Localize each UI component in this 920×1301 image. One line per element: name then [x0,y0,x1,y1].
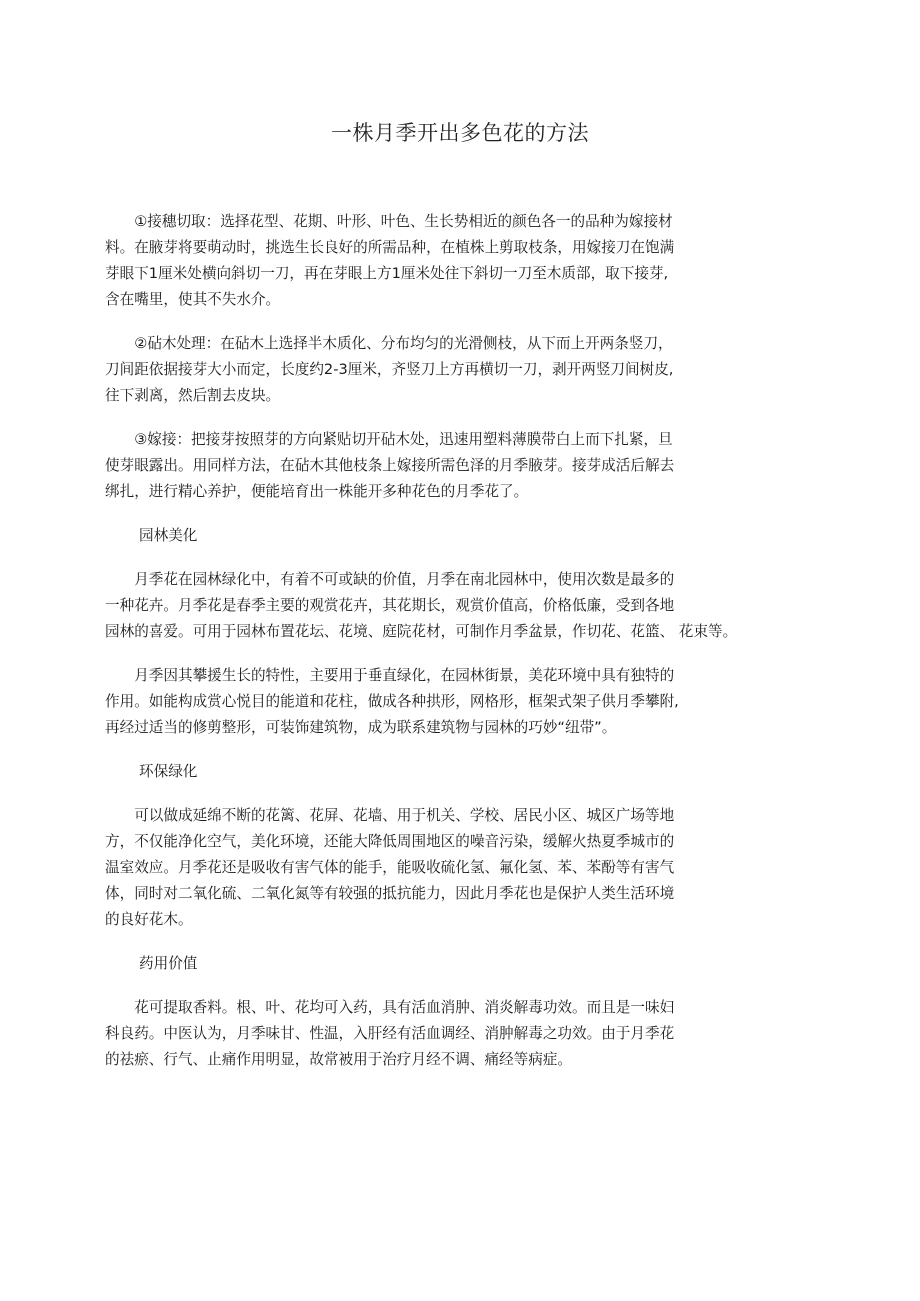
text-line: 绑扎，进行精心养护，便能培育出一株能开多种花色的月季花了。 [105,483,529,500]
paragraph-scion-cutting [105,209,805,313]
text-line: 月季因其攀援生长的特性，主要用于垂直绿化，在园林街景，美花环境中具有独特的 [105,667,675,684]
text-line: 作用。如能构成赏心悦目的能道和花柱，做成各种拱形，网格形，框架式架子供月季攀附, [105,693,679,710]
text-line: 可以做成延绵不断的花篱、花屏、花墙、用于机关、学校、居民小区、城区广场等地 [105,807,675,824]
document-title: 一株月季开出多色花的方法 [331,121,589,145]
text-line: ②砧木处理：在砧木上选择半木质化、分布均匀的光滑侧枝，从下而上开两条竖刀， [105,335,673,352]
text-line: 使芽眼露出。用同样方法，在砧木其他枝条上嫁接所需色泽的月季腋芽。接芽成活后解去 [105,457,675,474]
paragraph-environment [105,803,805,933]
text-line: 方，不仅能净化空气，美化环境，还能大降低周围地区的噪音污染，缓解火热夏季城市的 [105,833,675,850]
text-line: 含在嘴里，使其不失水介。 [105,291,281,308]
paragraph-garden-value [105,567,805,645]
text-line: 月季花在园林绿化中，有着不可或缺的价值，月季在南北园林中，使用次数是最多的 [105,571,675,588]
text-line: 的良好花木。 [105,911,193,928]
text-line: 园林的喜爱。可用于园林布置花坛、花境、庭院花材，可制作月季盆景，作切花、花篮、 花束等。 [105,623,738,640]
text-line: 一种花卉。月季花是春季主要的观赏花卉，其花期长，观赏价值高，价格低廉，受到各地 [105,597,675,614]
text-line: 体，同时对二氧化硫、二氧化氮等有较强的抵抗能力，因此月季花也是保护人类生活环境 [105,885,675,902]
text-line: 芽眼下1厘米处横向斜切一刀，再在芽眼上方1厘米处往下斜切一刀至木质部，取下接芽, [105,265,669,282]
text-line: 花可提取香料。根、叶、花均可入药，具有活血消肿、消炎解毒功效。而且是一味妇 [105,999,675,1016]
paragraph-grafting [105,427,805,505]
text-line: 再经过适当的修剪整形，可装饰建筑物，成为联系建筑物与园林的巧妙“纽带”。 [105,719,617,736]
text-line: 料。在腋芽将要萌动时，挑选生长良好的所需品种，在植株上剪取枝条，用嫁接刀在饱满 [105,239,675,256]
paragraph-rootstock-treatment [105,331,805,409]
section-heading-garden: 园林美化 [139,527,198,544]
paragraph-medicinal [105,995,805,1073]
text-line: 的祛瘀、行气、止痛作用明显，故常被用于治疗月经不调、痛经等病症。 [105,1051,573,1068]
text-line: ①接穗切取：选择花型、花期、叶形、叶色、生长势相近的颜色各一的品种为嫁接材 [105,213,673,230]
text-line: 往下剥离，然后割去皮块。 [105,387,281,404]
text-line: 温室效应。月季花还是吸收有害气体的能手，能吸收硫化氢、氟化氢、苯、苯酚等有害气 [105,859,675,876]
text-line: 科良药。中医认为，月季味甘、性温，入肝经有活血调经、消肿解毒之功效。由于月季花 [105,1025,675,1042]
text-line: 刀间距依据接芽大小而定，长度约2-3厘米，齐竖刀上方再横切一刀，剥开两竖刀间树皮, [105,361,674,378]
section-heading-environment: 环保绿化 [139,763,198,780]
paragraph-vertical-greening [105,663,805,741]
text-line: ③嫁接：把接芽按照芽的方向紧贴切开砧木处，迅速用塑料薄膜带白上而下扎紧，旦 [105,431,673,448]
section-heading-medicinal: 药用价值 [139,955,198,972]
document-body [105,209,805,1091]
